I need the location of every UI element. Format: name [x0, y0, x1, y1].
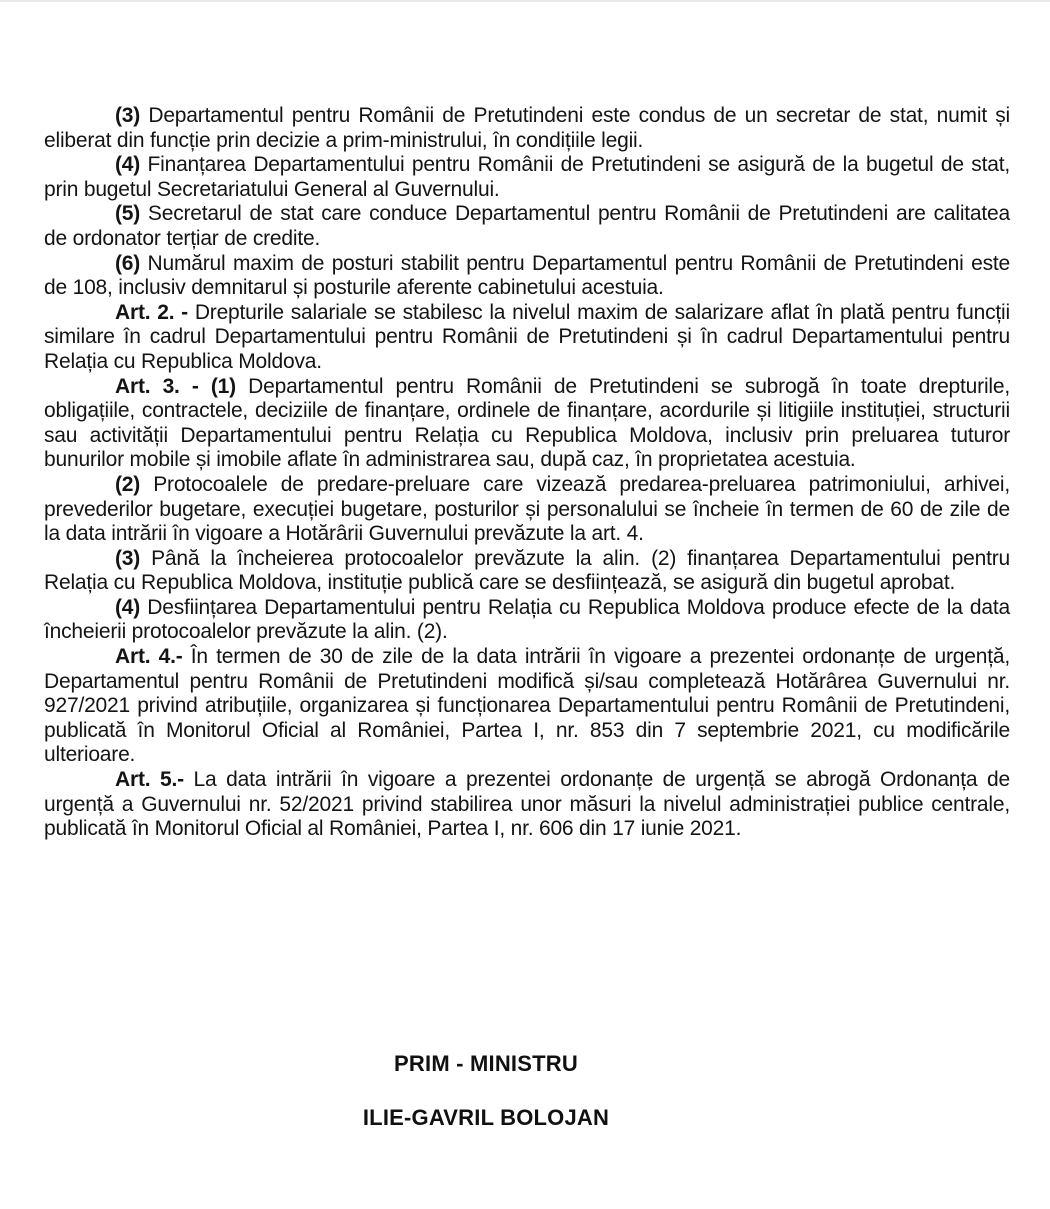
ordinance-paragraph	[44, 104, 1010, 153]
paragraph-lead-label: Art. 3. - (1)	[115, 374, 236, 398]
ordinance-paragraph	[44, 645, 1010, 768]
paragraph-text: Protocoalele de predare-preluare care vizează predarea-preluarea patrimoniului, arhivei, prevederilor bugetare, execuției bugetare, posturilor și personalului se încheie în termen de 60 de zile de la data intrării în vigoare a Hotărârii Guvernului prevăzute la art. 4.	[44, 472, 1010, 546]
paragraph-lead-label: (3)	[115, 546, 141, 570]
paragraph-text: Drepturile salariale se stabilesc la nivelul maxim de salarizare aflat în plată pentru funcții similare în cadrul Departamentului pentru Românii de Pretutindeni și în cadrul Departamentului pentru Relația cu Republica Moldova.	[44, 300, 1010, 373]
paragraph-lead-label: (6)	[115, 251, 141, 275]
paragraph-text: Până la încheierea protocoalelor prevăzute la alin. (2) finanțarea Departamentului pentru Relația cu Republica Moldova, instituție publică care se desființează, se asigură din bugetul aprobat.	[44, 546, 1010, 595]
ordinance-paragraph	[44, 596, 1010, 645]
signature-title: PRIM - MINISTRU	[394, 1051, 578, 1076]
ordinance-paragraph	[44, 768, 1010, 842]
paragraph-lead-label: (4)	[115, 153, 141, 177]
ordinance-paragraph	[44, 473, 1010, 547]
paragraph-lead-label: (5)	[115, 202, 141, 226]
ordinance-paragraph	[44, 252, 1010, 301]
paragraph-text: Desființarea Departamentului pentru Relația cu Republica Moldova produce efecte de la data încheierii protocoalelor prevăzute la alin. (2).	[44, 595, 1010, 644]
paragraph-text: Departamentul pentru Românii de Pretutindeni se subrogă în toate drepturile, obligațiile, contractele, deciziile de finanțare, ordinele de finanțare, acordurile și litigiile instituției, structurii sau activității Departamentului pentru Relația cu Republica Moldova, inclusiv prin preluarea tuturor bunurilor mobile și imobile aflate în administrarea sau, după caz, în proprietatea acestuia.	[44, 374, 1010, 472]
paragraph-text: Finanțarea Departamentului pentru Românii de Pretutindeni se asigură de la bugetul de stat, prin bugetul Secretariatului General al Guvernului.	[44, 153, 1010, 201]
paragraph-text: Departamentul pentru Românii de Pretutindeni este condus de un secretar de stat, numit și eliberat din funcție prin decizie a prim-ministrului, în condițiile legii.	[44, 104, 1010, 152]
paragraph-lead-label: Art. 4.-	[115, 645, 183, 669]
paragraph-lead-label: Art. 5.-	[115, 768, 184, 792]
ordinance-paragraph	[44, 202, 1010, 251]
paragraph-lead-label: (4)	[115, 595, 141, 619]
ordinance-paragraph	[44, 375, 1010, 473]
paragraph-lead-label: (3)	[115, 104, 141, 127]
signature-name: ILIE-GAVRIL BOLOJAN	[362, 1105, 610, 1130]
paragraph-lead-label: (2)	[115, 472, 141, 496]
ordinance-body-text	[44, 104, 1010, 842]
paragraph-lead-label: Art. 2. -	[115, 300, 188, 324]
signature-block	[0, 1051, 972, 1131]
paragraph-text: Secretarul de stat care conduce Departamentul pentru Românii de Pretutindeni are calitatea de ordonator terțiar de credite.	[44, 202, 1010, 250]
ordinance-paragraph	[44, 153, 1010, 202]
ordinance-paragraph	[44, 301, 1010, 375]
paragraph-text: În termen de 30 de zile de la data intrării în vigoare a prezentei ordonanțe de urgență, Departamentul pentru Românii de Pretutindeni modifică și/sau completează Hotărârea Guvernului nr. 927/2021 privind atribuțiile, organizarea și funcționarea Departamentului pentru Românii de Pretutindeni, publicată în Monitorul Oficial al României, Partea I, nr. 853 din 7 septembrie 2021, cu modificările ulterioare.	[44, 645, 1010, 767]
ordinance-paragraph	[44, 547, 1010, 596]
paragraph-text: Numărul maxim de posturi stabilit pentru Departamentul pentru Românii de Pretutindeni este de 108, inclusiv demnitarul și posturile aferente cabinetului acestuia.	[44, 251, 1010, 300]
page-top-rule	[0, 0, 1050, 2]
paragraph-text: La data intrării în vigoare a prezentei ordonanțe de urgență se abrogă Ordonanța de urgență a Guvernului nr. 52/2021 privind stabilirea unor măsuri la nivelul administrației publice centrale, publicată în Monitorul Oficial al României, Partea I, nr. 606 din 17 iunie 2021.	[44, 768, 1010, 841]
